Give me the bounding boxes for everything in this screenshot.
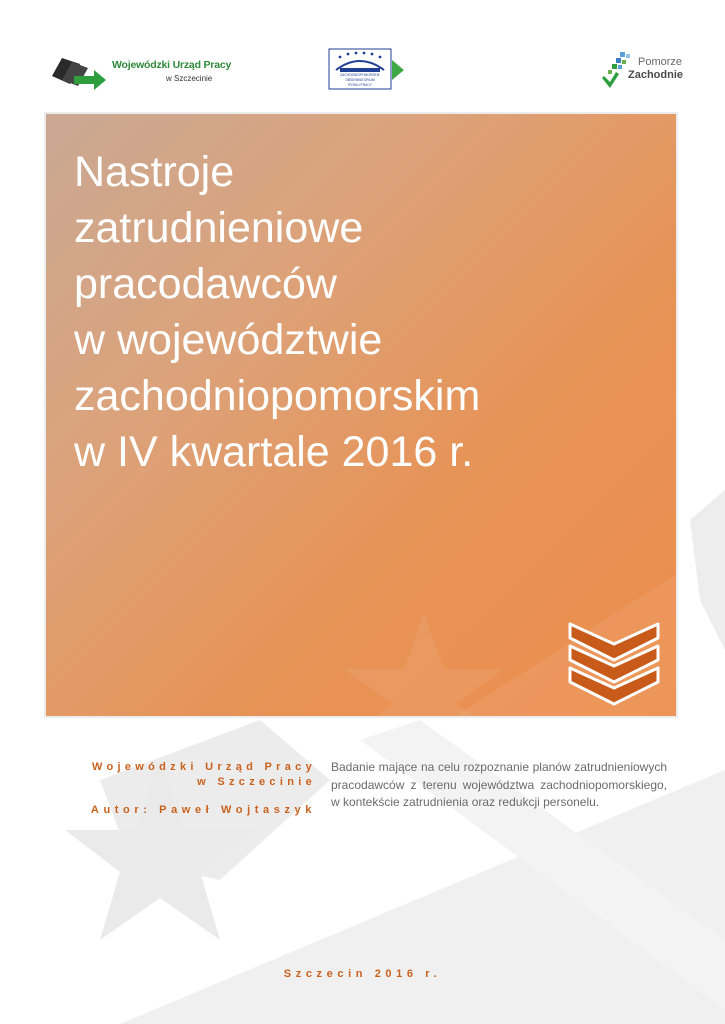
wup-logo-name: Wojewódzki Urząd Pracy	[112, 59, 232, 71]
author: Autor: Paweł Wojtaszyk	[90, 804, 316, 816]
header	[0, 40, 725, 100]
organization-block	[60, 760, 316, 818]
footer-place-date: Szczecin 2016 r.	[283, 968, 442, 980]
pz-logo-line-1: Pomorze	[638, 56, 683, 68]
eu-observatory-logo	[328, 48, 406, 92]
title-line: zatrudnieniowe	[74, 204, 364, 252]
wup-logo-city: w Szczecinie	[166, 74, 213, 83]
title-line: w województwie	[74, 316, 383, 364]
wup-logo-icon	[50, 54, 108, 90]
eu-logo-line-2: OBSERWATORIUM	[345, 78, 375, 82]
document-title	[74, 144, 654, 480]
eu-logo-line-3: RYNKU PRACY	[348, 83, 372, 87]
cover-panel	[44, 112, 678, 718]
title-line: pracodawców	[74, 260, 337, 308]
organization-city: w Szczecinie	[197, 776, 316, 788]
pz-logo-line-2: Zachodnie	[628, 69, 684, 81]
title-line: zachodniopomorskim	[74, 372, 481, 420]
organization-name: Wojewódzki Urząd Pracy	[92, 761, 316, 773]
eu-logo-line-1: ZACHODNIOPOMORSKIE	[340, 73, 380, 77]
title-line: w IV kwartale 2016 r.	[74, 428, 474, 476]
title-line: Nastroje	[74, 148, 235, 196]
chevrons-down-icon	[568, 620, 660, 710]
pomorze-zachodnie-logo	[602, 50, 702, 90]
description: Badanie mające na celu rozpoznanie planów zatrudnieniowych pracodawców z terenu województwa zachodniopomorskiego, w kontekście zatrudnienia oraz redukcji personelu.	[331, 760, 667, 809]
wup-logo	[50, 54, 230, 94]
